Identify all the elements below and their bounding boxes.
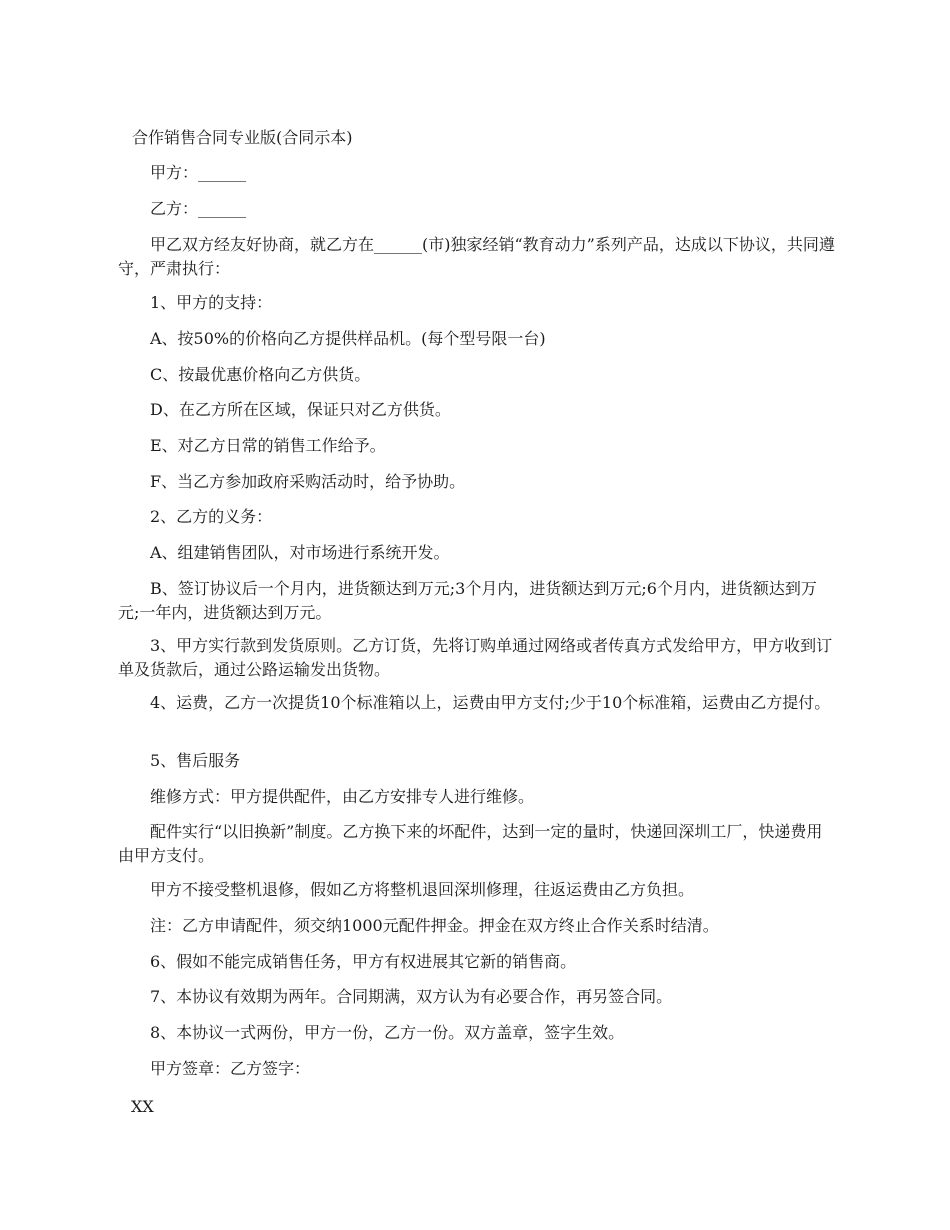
section-5-heading: 5、售后服务: [150, 751, 241, 770]
section-2-heading: 2、乙方的义务：: [150, 507, 273, 526]
section-2-item-a: A、组建销售团队，对市场进行系统开发。: [150, 543, 450, 562]
party-a-line: 甲方：______: [150, 163, 247, 182]
section-1-item-f: F、当乙方参加政府采购活动时，给予协助。: [150, 472, 466, 491]
section-5-note: 注：乙方申请配件，须交纳1000元配件押金。押金在双方终止合作关系时结清。: [150, 916, 719, 935]
document-title: 合作销售合同专业版(合同示本): [132, 128, 353, 147]
section-1-item-d: D、在乙方所在区域，保证只对乙方供货。: [150, 400, 451, 419]
signature-line: 甲方签章：乙方签字：: [150, 1059, 311, 1078]
section-1-item-c: C、按最优惠价格向乙方供货。: [150, 365, 371, 384]
section-7-paragraph: 7、本协议有效期为两年。合同期满，双方认为有必要合作，再另签合同。: [150, 987, 673, 1006]
section-5-parts-policy: 配件实行“以旧换新”制度。乙方换下来的坏配件，达到一定的量时，快递回深圳工厂，快递费用由甲方支付。: [118, 822, 823, 865]
section-5-repair-method: 维修方式：甲方提供配件，由乙方安排专人进行维修。: [150, 787, 535, 806]
section-6-paragraph: 6、假如不能完成销售任务，甲方有权进展其它新的销售商。: [150, 952, 577, 971]
section-3-paragraph: 3、甲方实行款到发货原则。乙方订货，先将订购单通过网络或者传真方式发给甲方，甲方收到订单及货款后，通过公路运输发出货物。: [118, 636, 833, 679]
section-8-paragraph: 8、本协议一式两份，甲方一份，乙方一份。双方盖章，签字生效。: [150, 1023, 625, 1042]
party-b-line: 乙方：______: [150, 199, 247, 218]
section-4-paragraph: 4、运费，乙方一次提货10个标准箱以上，运费由甲方支付;少于10个标准箱，运费由乙方提付。: [150, 693, 831, 712]
section-1-item-a: A、按50%的价格向乙方提供样品机。(每个型号限一台): [150, 329, 546, 348]
section-5-return-policy: 甲方不接受整机退修，假如乙方将整机退回深圳修理，往返运费由乙方负担。: [150, 880, 695, 899]
section-2-item-b: B、签订协议后一个月内，进货额达到万元;3个月内，进货额达到万元;6个月内，进货额达到万元;一年内，进货额达到万元。: [118, 579, 817, 622]
section-1-heading: 1、甲方的支持：: [150, 293, 273, 312]
section-1-item-e: E、对乙方日常的销售工作给予。: [150, 436, 386, 455]
footer-mark: XX: [131, 1097, 154, 1116]
intro-paragraph: 甲乙双方经友好协商，就乙方在______(市)独家经销“教育动力”系列产品，达成以下协议，共同遵守，严肃执行：: [118, 235, 835, 278]
